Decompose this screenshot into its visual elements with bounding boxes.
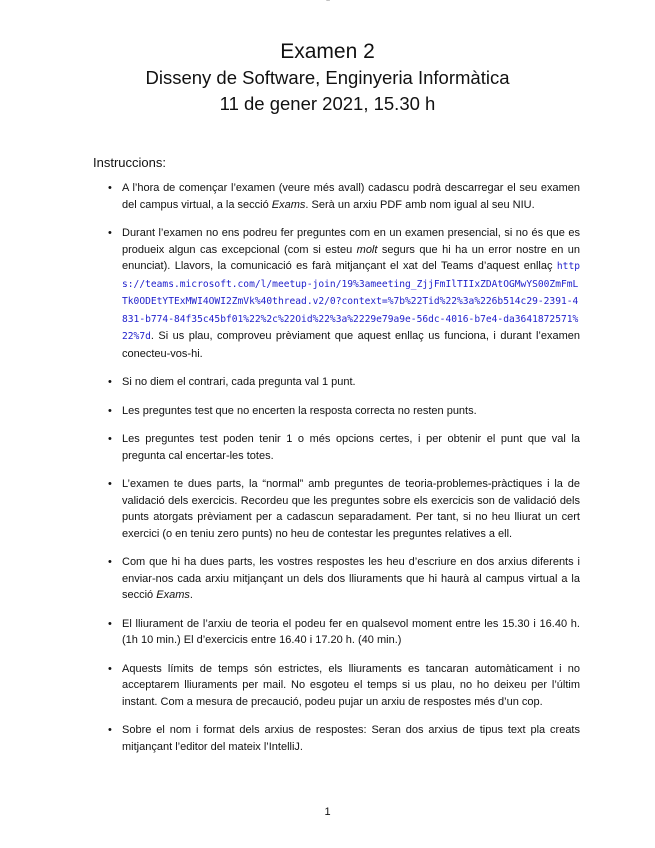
document-header [0,38,655,117]
document-subtitle: Disseny de Software, Enginyeria Informàtica [145,67,510,88]
instruction-item-download [122,180,580,213]
instruction-item-two-parts: • L’examen te dues parts, la “normal” amb preguntes de teoria-problemes-pràctiques i la de validació dels exercicis. Recordeu que les preguntes sobre els exercicis son de validació dels punts atorgats prèviament per a cadascun separadament. Per tant, si no heu lliurat un cert exercici (o en teniu zero punts) no heu de contestar les preguntes relatives a ell. [122,476,580,542]
instruction-item-points: • Si no diem el contrari, cada pregunta val 1 punt. [122,374,580,391]
document-title: Examen 2 [280,40,375,63]
instructions-heading: Instruccions: [93,155,166,170]
document-date: 11 de gener 2021, 15.30 h [219,93,436,114]
instruction-item-strict-limits: • Aquests límits de temps són estrictes, els lliuraments es tancaran automàticament i no acceptarem lliuraments per mail. No esgoteu el temps si us plau, no ho deixeu per l’últim instant. Com a mesura de precaució, podeu pujar un arxiu de respostes més d’un cop. [122,661,580,711]
page-number: 1 [324,806,331,818]
instruction-text: Com que hi ha dues parts, les vostres respostes les heu d’escriure en dos arxius diferents i enviar-nos cada arxiu mitjançant un dels dos lliuraments que hi haurà al campus virtual a la secció [122,556,580,601]
instruction-item-questions [122,225,580,362]
instruction-item-deadlines: • El lliurament de l’arxiu de teoria el podeu fer en qualsevol moment entre les 15.30 i 16.40 h. (1h 10 min.) El d’exercicis entre 16.40 i 17.20 h. (40 min.) [122,616,580,649]
teams-link[interactable]: https://teams.microsoft.com/l/meetup-join/19%3ameeting_ZjjFmIlTIIxZDAtOGMwYS00ZmFmLTk0ODEtYTExMWI4OWI2ZmVk%40thread.v2/0?context=%7b%22Tid%22%3a%226b514c29-2391-4831-b774-84f35c45bf01%22%2c%22Oid%22%3a%2229e79a9e-56dc-4016-b7e4-da3641872571%22%7d [122,261,580,342]
instruction-text: segurs que hi ha un error nostre en un enunciat). Llavors, la comunicació es farà mitjançant el xat del Teams d’aquest enllaç [122,243,580,272]
instruction-item-multiple-options: • Les preguntes test poden tenir 1 o més opcions certes, i per obtenir el punt que val la pregunta cal encertar-les totes. [122,431,580,464]
instruction-emphasis: molt [356,243,378,256]
instructions-list [122,180,580,767]
instruction-item-file-format: • Sobre el nom i format dels arxius de respostes: Seran dos arxius de tipus text pla creats mitjançant l’editor del mateix l’IntelliJ. [122,722,580,755]
instruction-item-no-penalty: • Les preguntes test que no encerten la resposta correcta no resten punts. [122,403,580,420]
instruction-text: Durant l’examen no ens podreu fer preguntes com en un examen presencial, si no és que es produeix algun cas excepcional (com si esteu [122,227,580,256]
instruction-text: . Serà un arxiu PDF amb nom igual al seu NIU. [305,198,535,211]
scan-mark: ~ [325,0,331,4]
instruction-text: . Si us plau, comproveu prèviament que aquest enllaç us funciona, i durant l’examen conecteu-vos-hi. [122,330,580,360]
instruction-item-two-files [122,554,580,604]
instruction-emphasis: Exams [156,589,190,601]
instruction-text: . [189,589,193,601]
instruction-emphasis: Exams [271,198,306,211]
instruction-text: A l’hora de començar l’examen (veure més avall) cadascu podrà descarregar el seu examen del campus virtual, a la secció [122,182,580,211]
